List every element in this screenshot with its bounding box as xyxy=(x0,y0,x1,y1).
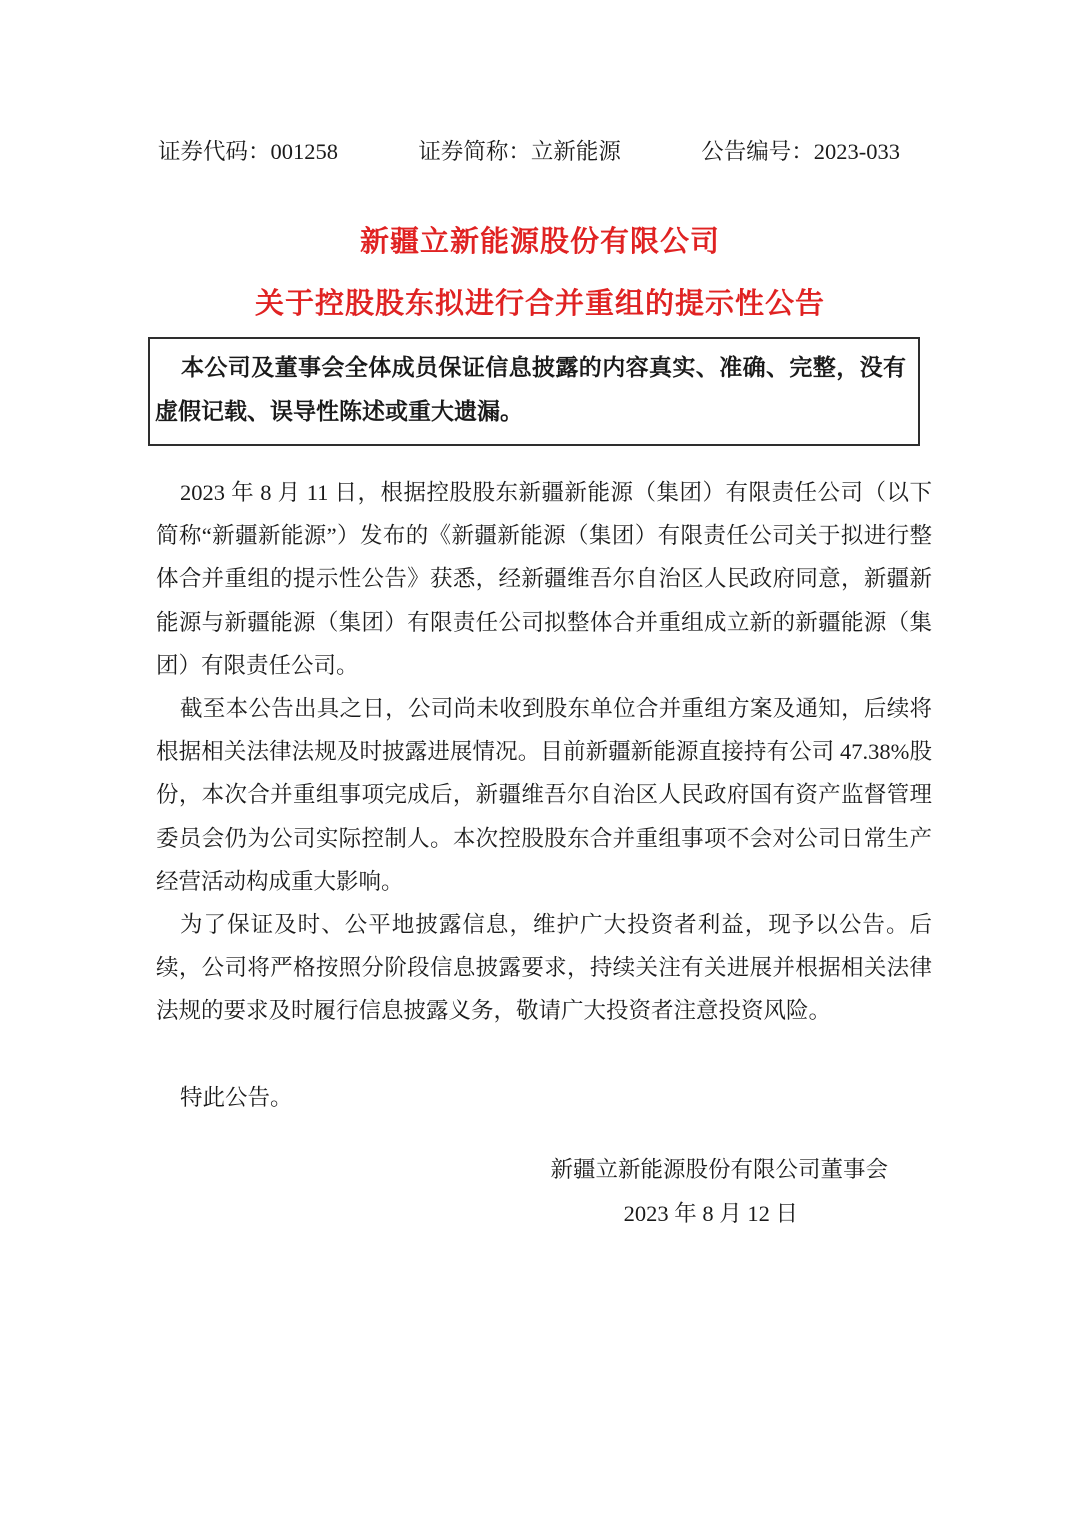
date-line: 2023 年 8 月 12 日 xyxy=(623,1201,798,1226)
body-paragraph-2: 截至本公告出具之日，公司尚未收到股东单位合并重组方案及通知，后续将根据相关法律法规及时披露进展情况。目前新疆新能源直接持有公司 47.38%股份，本次合并重组事项完成后，新疆维吾尔自治区人民政府国有资产监督管理委员会仍为公司实际控制人。本次控股股东合并重组事项不会对公司日常生产经营活动构成重大影响。 xyxy=(156,696,932,894)
notice-number xyxy=(701,136,900,168)
stock-name-label: 证券简称： xyxy=(418,139,531,164)
body-paragraph-3: 为了保证及时、公平地披露信息，维护广大投资者利益，现予以公告。后续，公司将严格按照分阶段信息披露要求，持续关注有关进展并根据相关法律法规的要求及时履行信息披露义务，敬请广大投资者注意投资风险。 xyxy=(156,912,932,1024)
disclaimer-text: 本公司及董事会全体成员保证信息披露的内容真实、准确、完整，没有虚假记载、误导性陈述或重大遗漏。 xyxy=(155,355,906,424)
document-header xyxy=(158,136,900,168)
closing-line: 特此公告。 xyxy=(180,1084,293,1110)
stock-code-value: 001258 xyxy=(270,139,339,164)
document-body xyxy=(156,471,932,1119)
stock-name-value: 立新能源 xyxy=(530,139,621,164)
announcement-subtitle: 关于控股股东拟进行合并重组的提示性公告 xyxy=(254,288,825,320)
notice-number-value: 2023-033 xyxy=(813,139,900,164)
stock-name xyxy=(418,136,621,168)
signature-line: 新疆立新能源股份有限公司董事会 xyxy=(550,1157,888,1182)
body-paragraph-1: 2023 年 8 月 11 日，根据控股股东新疆新能源（集团）有限责任公司（以下简称“新疆新能源”）发布的《新疆新能源（集团）有限责任公司关于拟进行整体合并重组的提示性公告》获悉，经新疆维吾尔自治区人民政府同意，新疆新能源与新疆能源（集团）有限责任公司拟整体合并重组成立新的新疆能源（集团）有限责任公司。 xyxy=(156,480,932,678)
stock-code-label: 证券代码： xyxy=(158,139,271,164)
company-title: 新疆立新能源股份有限公司 xyxy=(359,226,720,258)
stock-code xyxy=(158,136,338,168)
notice-number-label: 公告编号： xyxy=(701,139,814,164)
disclaimer-box xyxy=(148,337,920,446)
